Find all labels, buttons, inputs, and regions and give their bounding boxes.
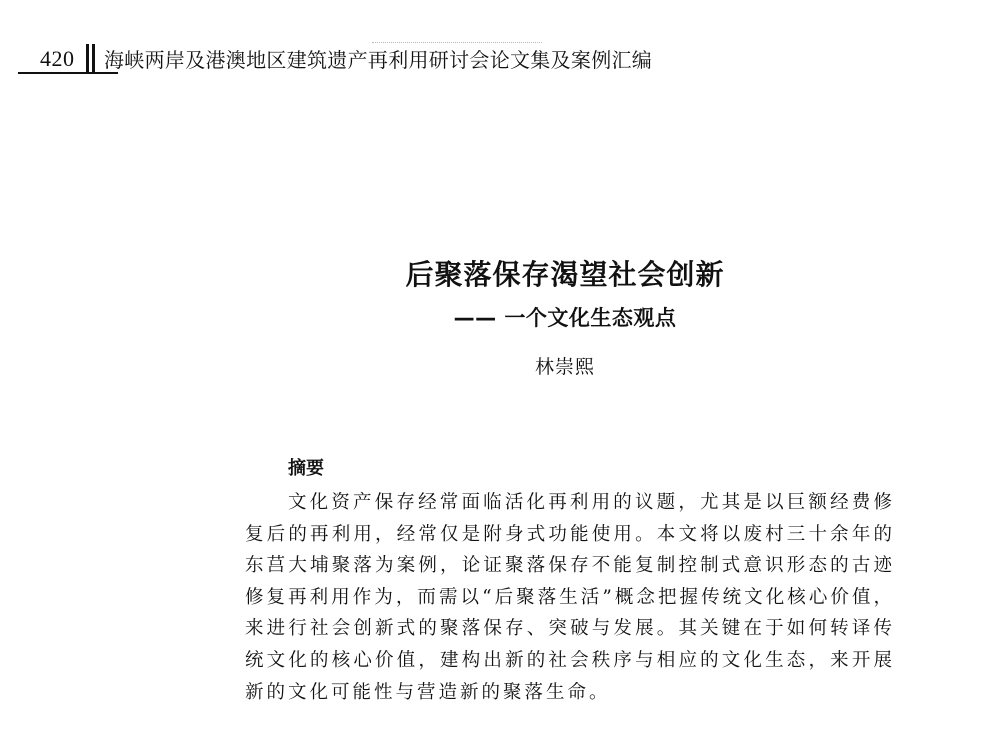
running-header (18, 44, 718, 78)
abstract-body (245, 487, 895, 708)
abstract-heading: 摘要 (288, 458, 324, 479)
header-separator (86, 44, 98, 74)
article-subtitle: —— 一个文化生态观点 (453, 306, 677, 330)
page-number: 420 (40, 46, 75, 71)
article-title: 后聚落保存渴望社会创新 (405, 258, 725, 291)
author-name: 林崇熙 (534, 356, 595, 378)
book-title: 海峡两岸及港澳地区建筑遗产再利用研讨会论文集及案例汇编 (104, 48, 653, 72)
header-rule (18, 72, 118, 74)
abstract-text: 文化资产保存经常面临活化再利用的议题，尤其是以巨额经费修复后的再利用，经常仅是附身式功能使用。本文将以废村三十余年的东莒大埔聚落为案例，论证聚落保存不能复制控制式意识形态的古迹修复再利用作为，而需以“后聚落生活”概念把握传统文化核心价值，来进行社会创新式的聚落保存、突破与发展。其关键在于如何转译传统文化的核心价值，建构出新的社会秩序与相应的文化生态，来开展新的文化可能性与营造新的聚落生命。 (245, 492, 895, 703)
